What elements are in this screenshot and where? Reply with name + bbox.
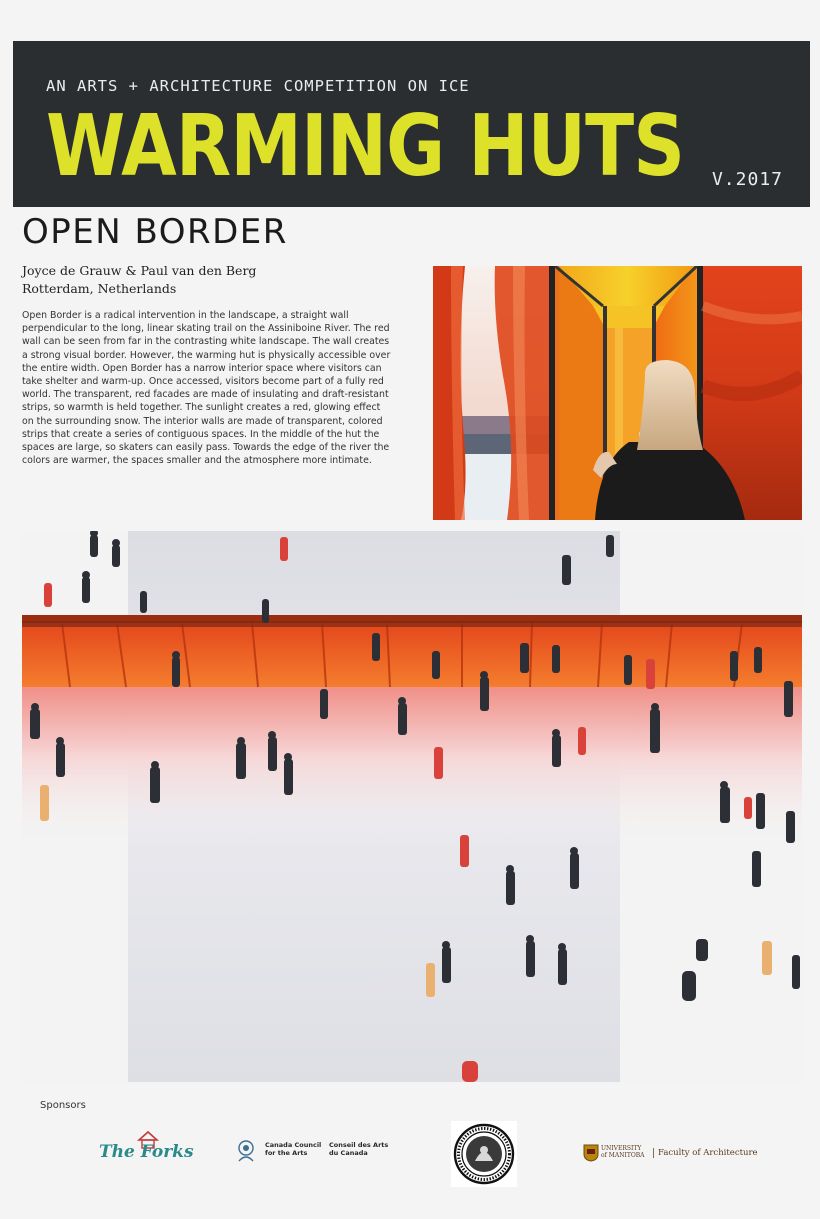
description-line: strips that create a series of contiguous spaces. In the middle of the hut the (22, 428, 380, 440)
description-line: colors are warmer, the spaces smaller and the atmosphere more intimate. (22, 455, 372, 467)
project-description (22, 309, 410, 467)
description-line: strips, so warmth is held together. The sunlight creates a red, glowing effect (22, 402, 381, 414)
description-line: spaces are large, so skaters can easily pass. Towards the edge of the river the (22, 442, 390, 454)
aerial-photo (22, 531, 802, 1082)
location: Rotterdam, Netherlands (22, 281, 177, 296)
university-crest-icon (583, 1144, 599, 1162)
description-line: perpendicular to the long, linear skating trail on the Assiniboine River. The red (22, 323, 390, 335)
canada-council-name-fr: Conseil des Arts du Canada (329, 1141, 389, 1157)
version-label: V.2017 (711, 169, 783, 190)
canada-council-logo (235, 1137, 395, 1165)
description-line: take shelter and warm-up. Once accessed, visitors become part of a fully red (22, 376, 384, 388)
project-title: OPEN BORDER (22, 212, 288, 252)
university-of-manitoba-logo (583, 1142, 758, 1166)
main-title: WARMING HUTS (46, 97, 685, 196)
the-forks-wordmark: The Forks (99, 1142, 194, 1162)
description-line: on the surrounding snow. The interior walls are made of transparent, colored (22, 415, 383, 427)
sponsors-label: Sponsors (40, 1100, 86, 1111)
authors: Joyce de Grauw & Paul van den Berg (22, 263, 257, 278)
faculty-name: Faculty of Architecture (653, 1148, 758, 1158)
canada-council-emblem-icon (235, 1139, 257, 1163)
canada-council-name-en: Canada Council for the Arts (265, 1141, 322, 1157)
seal-emblem-icon (451, 1121, 517, 1187)
description-line: Open Border is a radical intervention in the landscape, a straight wall (22, 310, 349, 321)
project-credits (22, 262, 256, 298)
description-line: a strong visual border. However, the warming hut is physically accessible over (22, 349, 391, 361)
description-line: world. The transparent, red facades are made of insulating and draft-resistant (22, 389, 389, 401)
header-banner (13, 41, 810, 207)
the-forks-logo (97, 1130, 194, 1172)
university-name: UNIVERSITY of MANITOBA (601, 1145, 645, 1159)
description-line: wall can be seen from far in the contrasting white landscape. The wall creates (22, 336, 390, 348)
interior-photo (433, 266, 802, 520)
description-line: the entire width. Open Border has a narrow interior space where visitors can (22, 362, 382, 374)
competition-tagline: AN ARTS + ARCHITECTURE COMPETITION ON ICE (46, 77, 470, 95)
manitoba-association-seal (451, 1121, 517, 1187)
